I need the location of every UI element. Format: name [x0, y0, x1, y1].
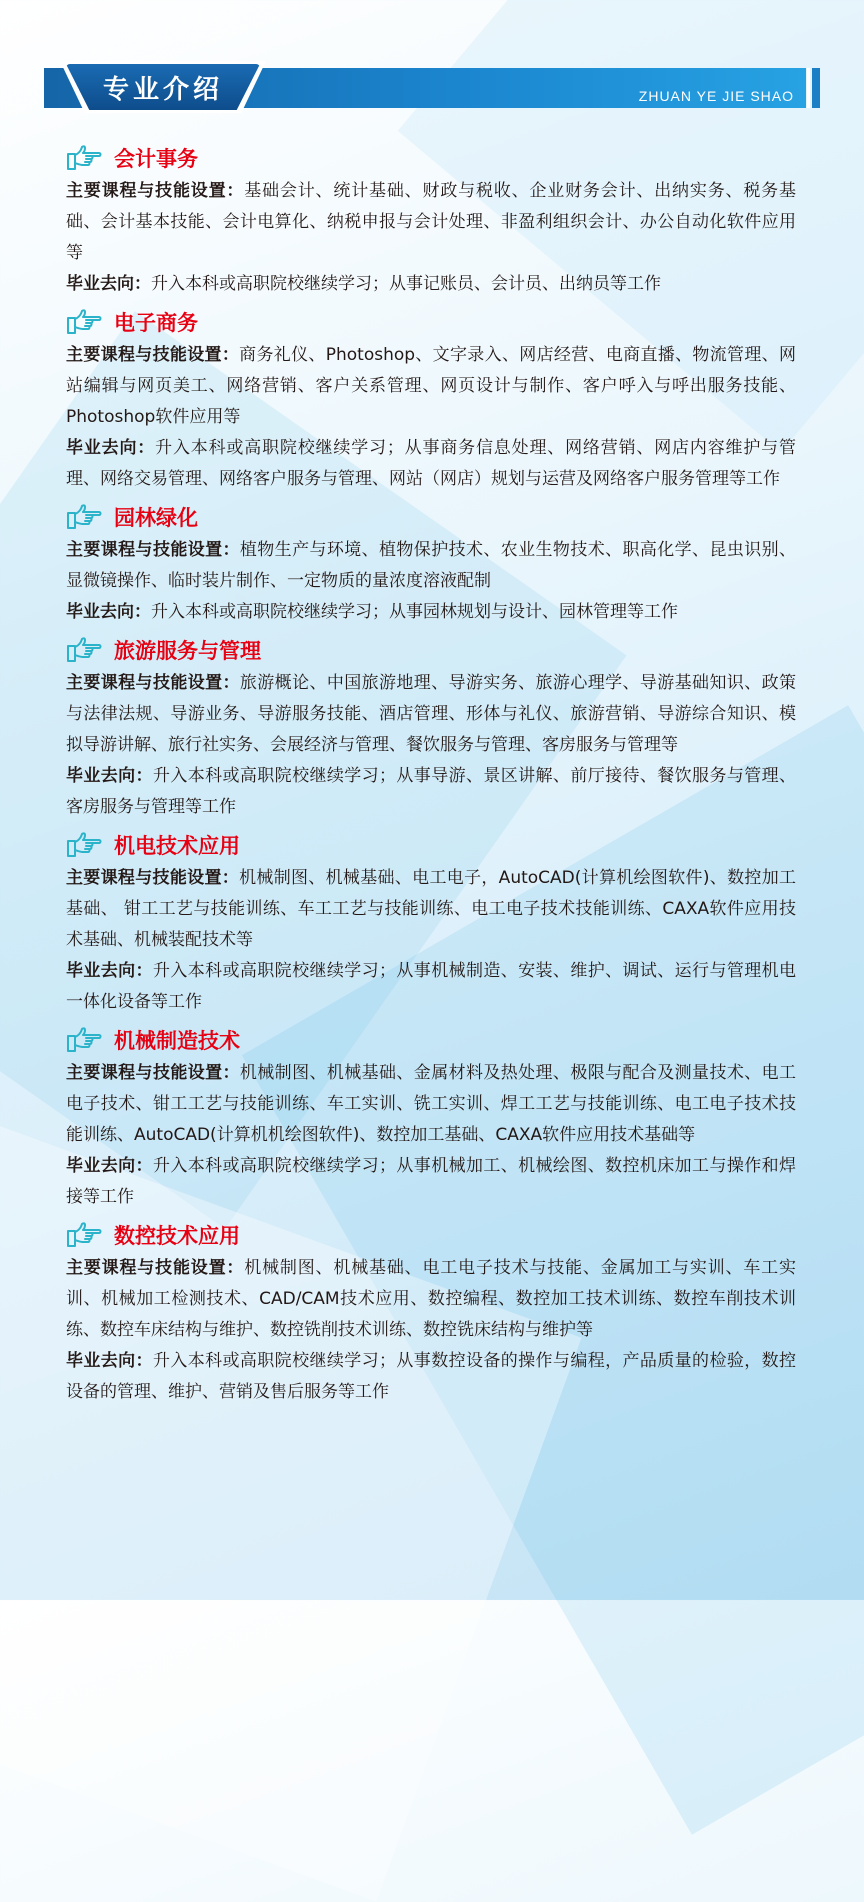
career-paragraph — [66, 433, 796, 495]
career-paragraph — [66, 1346, 796, 1408]
courses-label: 主要课程与技能设置： — [66, 1258, 245, 1278]
major-section — [66, 1217, 796, 1408]
career-label: 毕业去向： — [66, 1156, 153, 1176]
courses-paragraph — [66, 1253, 796, 1346]
major-header — [66, 827, 796, 863]
career-label: 毕业去向： — [66, 274, 151, 294]
pointing-hand-icon — [66, 1222, 104, 1248]
pointing-hand-icon — [66, 637, 104, 663]
career-paragraph — [66, 597, 796, 628]
pointing-hand-icon — [66, 504, 104, 530]
major-header — [66, 304, 796, 340]
page-subtitle: ZHUAN YE JIE SHAO — [638, 88, 794, 104]
career-text: 升入本科或高职院校继续学习；从事导游、景区讲解、前厅接待、餐饮服务与管理、客房服务与管理等工作 — [66, 766, 797, 817]
courses-paragraph — [66, 535, 796, 597]
major-section — [66, 632, 796, 823]
career-label: 毕业去向： — [66, 1351, 153, 1371]
courses-label: 主要课程与技能设置： — [66, 673, 240, 693]
courses-text: 基础会计、统计基础、财政与税收、企业财务会计、出纳实务、税务基础、会计基本技能、会计电算化、纳税申报与会计处理、非盈利组织会计、办公自动化软件应用等 — [66, 181, 796, 263]
major-title: 电子商务 — [114, 311, 198, 335]
major-section — [66, 827, 796, 1018]
major-title: 数控技术应用 — [114, 1224, 240, 1248]
career-text: 升入本科或高职院校继续学习；从事数控设备的操作与编程，产品质量的检验，数控设备的管理、维护、营销及售后服务等工作 — [66, 1351, 797, 1402]
major-section — [66, 1022, 796, 1213]
courses-paragraph — [66, 1058, 796, 1151]
header-stripe — [812, 68, 820, 108]
career-label: 毕业去向： — [66, 961, 153, 981]
courses-text: 旅游概论、中国旅游地理、导游实务、旅游心理学、导游基础知识、政策与法律法规、导游业务、导游服务技能、酒店管理、形体与礼仪、旅游营销、导游综合知识、模拟导游讲解、旅行社实务、会展经济与管理、餐饮服务与管理、客房服务与管理等 — [66, 673, 797, 755]
career-paragraph — [66, 761, 796, 823]
career-paragraph — [66, 1151, 796, 1213]
courses-text: 机械制图、机械基础、金属材料及热处理、极限与配合及测量技术、电工电子技术、钳工工艺与技能训练、车工实训、铣工实训、焊工工艺与技能训练、电工电子技术技能训练、AutoCAD(计算机机绘图软件)、数控加工基础、CAXA软件应用技术基础等 — [66, 1063, 797, 1145]
career-label: 毕业去向： — [66, 766, 153, 786]
courses-text: 商务礼仪、Photoshop、文字录入、网店经营、电商直播、物流管理、网站编辑与网页美工、网络营销、客户关系管理、网页设计与制作、客户呼入与呼出服务技能、Photoshop软件应用等 — [66, 345, 796, 427]
courses-paragraph — [66, 863, 796, 956]
career-text: 升入本科或高职院校继续学习；从事机械加工、机械绘图、数控机床加工与操作和焊接等工作 — [66, 1156, 797, 1207]
courses-label: 主要课程与技能设置： — [66, 1063, 240, 1083]
career-text: 升入本科或高职院校继续学习；从事机械制造、安装、维护、调试、运行与管理机电一体化设备等工作 — [66, 961, 797, 1012]
courses-paragraph — [66, 668, 796, 761]
career-text: 升入本科或高职院校继续学习；从事园林规划与设计、园林管理等工作 — [151, 602, 678, 622]
pointing-hand-icon — [66, 832, 104, 858]
major-header — [66, 499, 796, 535]
career-label: 毕业去向： — [66, 438, 156, 458]
major-section — [66, 304, 796, 495]
career-paragraph — [66, 956, 796, 1018]
career-text: 升入本科或高职院校继续学习；从事记账员、会计员、出纳员等工作 — [151, 274, 661, 294]
major-title: 园林绿化 — [114, 506, 198, 530]
courses-text: 机械制图、机械基础、电工电子技术与技能、金属加工与实训、车工实训、机械加工检测技术、CAD/CAM技术应用、数控编程、数控加工技术训练、数控车削技术训练、数控车床结构与维护、数控铣削技术训练、数控铣床结构与维护等 — [66, 1258, 796, 1340]
major-header — [66, 632, 796, 668]
courses-text: 机械制图、机械基础、电工电子，AutoCAD(计算机绘图软件)、数控加工基础、 钳工工艺与技能训练、车工工艺与技能训练、电工电子技术技能训练、CAXA软件应用技术基础、机械装配技术等 — [66, 868, 797, 950]
header-stripe — [807, 68, 810, 108]
page-title: 专业介绍 — [102, 74, 223, 105]
pointing-hand-icon — [66, 145, 104, 171]
pointing-hand-icon — [66, 1027, 104, 1053]
major-title: 机械制造技术 — [114, 1029, 240, 1053]
major-header — [66, 140, 796, 176]
page-header — [44, 64, 820, 112]
major-section — [66, 140, 796, 300]
courses-label: 主要课程与技能设置： — [66, 181, 245, 201]
courses-label: 主要课程与技能设置： — [66, 540, 240, 560]
courses-label: 主要课程与技能设置： — [66, 868, 240, 888]
career-text: 升入本科或高职院校继续学习；从事商务信息处理、网络营销、网店内容维护与管理、网络交易管理、网络客户服务与管理、网站（网店）规划与运营及网络客户服务管理等工作 — [66, 438, 796, 489]
major-list — [66, 140, 796, 1412]
courses-paragraph — [66, 176, 796, 269]
career-label: 毕业去向： — [66, 602, 151, 622]
major-header — [66, 1022, 796, 1058]
major-title: 会计事务 — [114, 147, 198, 171]
courses-label: 主要课程与技能设置： — [66, 345, 240, 365]
courses-paragraph — [66, 340, 796, 433]
major-section — [66, 499, 796, 628]
career-paragraph — [66, 269, 796, 300]
major-title: 机电技术应用 — [114, 834, 240, 858]
major-title: 旅游服务与管理 — [114, 639, 261, 663]
pointing-hand-icon — [66, 309, 104, 335]
courses-text: 植物生产与环境、植物保护技术、农业生物技术、职高化学、昆虫识别、显微镜操作、临时装片制作、一定物质的量浓度溶液配制 — [66, 540, 797, 591]
major-header — [66, 1217, 796, 1253]
